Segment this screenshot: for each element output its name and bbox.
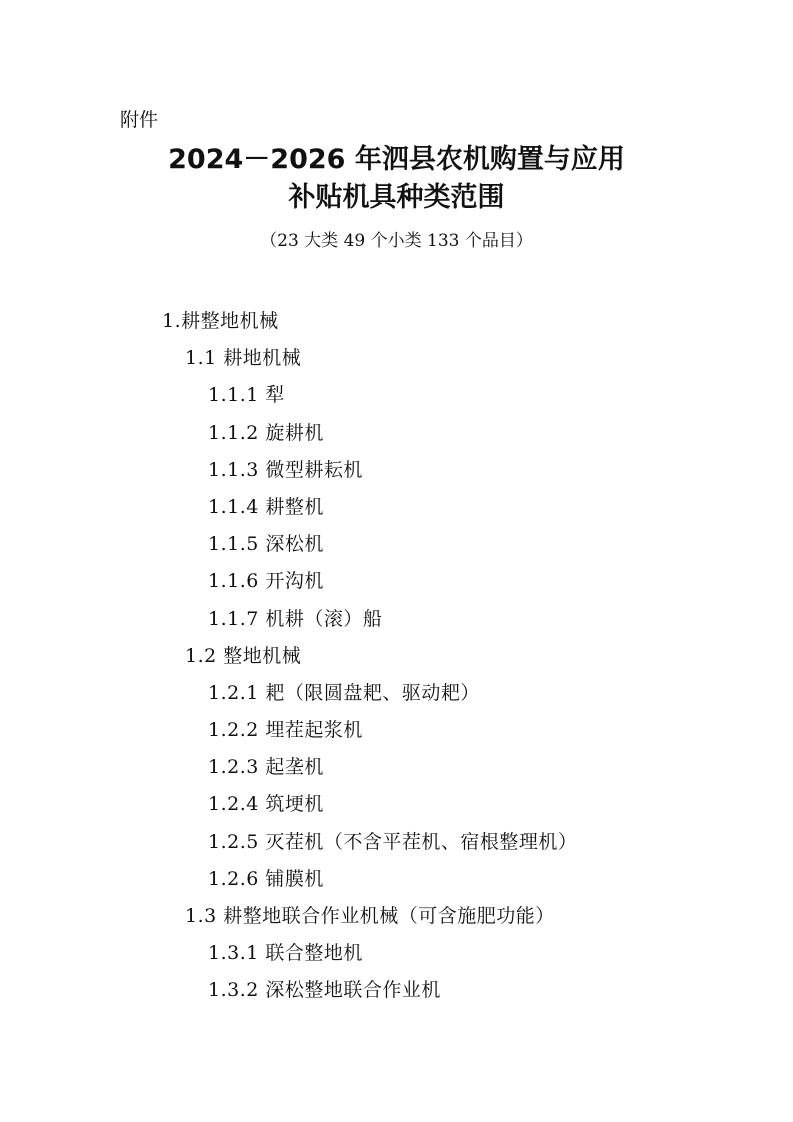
catalog-item: 1.2.2 埋茬起浆机: [208, 719, 363, 742]
catalog-item: 1.3.2 深松整地联合作业机: [208, 979, 441, 1002]
subcategory-heading: 1.2 整地机械: [185, 644, 302, 667]
attachment-label: 附件: [120, 109, 159, 131]
catalog-item: 1.2.6 铺膜机: [208, 867, 324, 890]
catalog-item: 1.1.5 深松机: [208, 533, 324, 556]
catalog-item: 1.3.1 联合整地机: [208, 942, 363, 965]
catalog-item: 1.2.4 筑埂机: [208, 793, 324, 816]
catalog-item: 1.2.3 起垄机: [208, 756, 324, 779]
subcategory-heading: 1.3 耕整地联合作业机械（可含施肥功能）: [185, 905, 555, 927]
catalog-item: 1.1.1 犁: [208, 384, 285, 407]
catalog-item: 1.2.5 灭茬机（不含平茬机、宿根整理机）: [208, 830, 578, 853]
catalog-item: 1.1.4 耕整机: [208, 495, 324, 518]
document-title-line-1: 2024－2026 年泗县农机购置与应用: [168, 144, 625, 175]
category-heading: 1.耕整地机械: [162, 310, 279, 332]
catalog-item: 1.1.7 机耕（滚）船: [208, 607, 383, 630]
catalog-item: 1.1.2 旋耕机: [208, 421, 324, 444]
catalog-item: 1.2.1 耙（限圆盘耙、驱动耙）: [208, 681, 480, 704]
catalog-item: 1.1.3 微型耕耘机: [208, 458, 363, 481]
document-title-line-2: 补贴机具种类范围: [288, 182, 505, 213]
category-list: [0, 303, 793, 1010]
document-subtitle: （23 大类 49 个小类 133 个品目）: [260, 231, 533, 251]
subcategory-heading: 1.1 耕地机械: [185, 347, 302, 370]
catalog-item: 1.1.6 开沟机: [208, 570, 324, 593]
